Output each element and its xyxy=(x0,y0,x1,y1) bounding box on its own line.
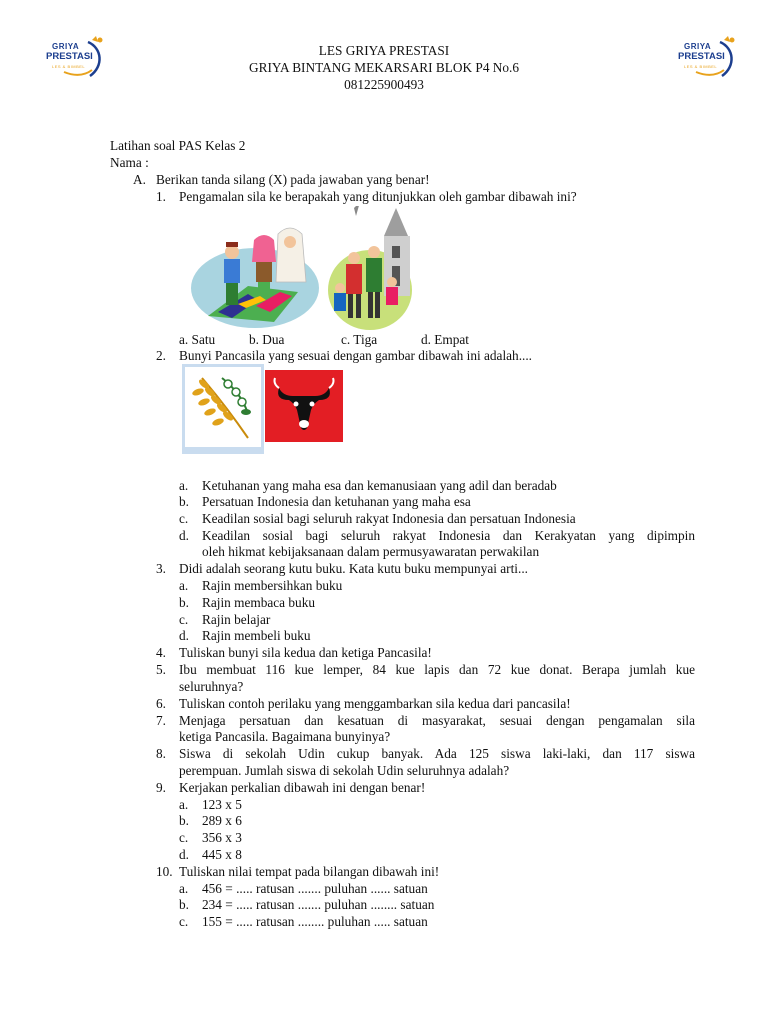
option-marker: b. xyxy=(179,813,189,828)
name-label: Nama : xyxy=(110,155,149,170)
question-number: 5. xyxy=(156,662,166,677)
option-marker: d. xyxy=(179,528,189,543)
option-marker: c. xyxy=(179,914,189,929)
question-text: Menjaga persatuan dan kesatuan di masyarakat, sesuai dengan pengamalan sila xyxy=(179,713,695,728)
option-marker: c. xyxy=(179,612,189,627)
option-marker: a. xyxy=(179,478,189,493)
question-text: Kerjakan perkalian dibawah ini dengan benar! xyxy=(179,780,426,795)
logo-text-griya: GRIYA xyxy=(52,42,80,51)
option-marker: b. xyxy=(179,897,189,912)
option-text: 289 x 6 xyxy=(202,813,242,828)
logo-text-prestasi: PRESTASI xyxy=(678,51,725,62)
option-text: 445 x 8 xyxy=(202,847,242,862)
option-text: Persatuan Indonesia dan ketuhanan yang maha esa xyxy=(202,494,471,509)
option-text: Rajin membeli buku xyxy=(202,628,311,643)
logo-text-prestasi: PRESTASI xyxy=(46,51,93,62)
option-marker: b. xyxy=(179,595,189,610)
option-text: 234 = ..... ratusan ....... puluhan ........ satuan xyxy=(202,897,435,912)
option-text: Rajin membaca buku xyxy=(202,595,315,610)
question-text: Bunyi Pancasila yang sesuai dengan gambar dibawah ini adalah.... xyxy=(179,348,533,363)
option-b: b. Dua xyxy=(249,332,285,347)
option-d: d. Empat xyxy=(421,332,470,347)
option-marker: c. xyxy=(179,830,189,845)
option-marker: a. xyxy=(179,578,189,593)
option-marker: d. xyxy=(179,628,189,643)
option-marker: d. xyxy=(179,847,189,862)
question-number: 3. xyxy=(156,561,166,576)
option-a: a. Satu xyxy=(179,332,216,347)
logo-text-tagline: LES & BIMBEL xyxy=(52,64,86,69)
option-text-continued: oleh hikmat kebijaksanaan dalam permusyawaratan perwakilan xyxy=(202,544,540,559)
option-text: Keadilan sosial bagi seluruh rakyat Indonesia dan Kerakyatan yang dipimpin xyxy=(202,528,695,543)
option-c: c. Tiga xyxy=(341,332,378,347)
question-number: 8. xyxy=(156,746,166,761)
question-number: 6. xyxy=(156,696,166,711)
question-text-continued: perempuan. Jumlah siswa di sekolah Udin seluruhnya adalah? xyxy=(179,763,510,778)
question-text: Pengamalan sila ke berapakah yang ditunjukkan oleh gambar dibawah ini? xyxy=(179,189,577,204)
question-number: 2. xyxy=(156,348,166,363)
option-marker: a. xyxy=(179,797,189,812)
illustration-church-family xyxy=(326,206,416,330)
question-number: 7. xyxy=(156,713,166,728)
bull-head-symbol-image xyxy=(265,370,343,442)
option-text: 155 = ..... ratusan ........ puluhan ..... satuan xyxy=(202,914,428,929)
section-instruction: Berikan tanda silang (X) pada jawaban yang benar! xyxy=(156,172,430,187)
question-number: 9. xyxy=(156,780,166,795)
rice-cotton-symbol-image xyxy=(182,364,264,454)
illustration-praying-family xyxy=(188,216,322,332)
logo-text-tagline: LES & BIMBEL xyxy=(684,64,718,69)
option-marker: b. xyxy=(179,494,189,509)
option-marker: a. xyxy=(179,881,189,896)
question-text: Tuliskan nilai tempat pada bilangan dibawah ini! xyxy=(179,864,440,879)
option-text: Ketuhanan yang maha esa dan kemanusiaan yang adil dan beradab xyxy=(202,478,557,493)
question-text-continued: seluruhnya? xyxy=(179,679,244,694)
worksheet-title: Latihan soal PAS Kelas 2 xyxy=(110,138,246,153)
question-number: 10. xyxy=(156,864,173,879)
question-text-continued: ketiga Pancasila. Bagaimana bunyinya? xyxy=(179,729,391,744)
option-text: Rajin membersihkan buku xyxy=(202,578,343,593)
question-number: 4. xyxy=(156,645,166,660)
header-line-1: LES GRIYA PRESTASI xyxy=(318,43,450,58)
option-text: 123 x 5 xyxy=(202,797,242,812)
question-text: Tuliskan contoh perilaku yang menggambarkan sila kedua dari pancasila! xyxy=(179,696,571,711)
section-marker: A. xyxy=(133,172,146,187)
question-text: Tuliskan bunyi sila kedua dan ketiga Pancasila! xyxy=(179,645,432,660)
option-text: 456 = ..... ratusan ....... puluhan ...... satuan xyxy=(202,881,428,896)
question-text: Didi adalah seorang kutu buku. Kata kutu buku mempunyai arti... xyxy=(179,561,528,576)
header-line-2: GRIYA BINTANG MEKARSARI BLOK P4 No.6 xyxy=(248,60,520,75)
logo-text-griya: GRIYA xyxy=(684,42,712,51)
option-text: Rajin belajar xyxy=(202,612,271,627)
question-text: Ibu membuat 116 kue lemper, 84 kue lapis dan 72 kue donat. Berapa jumlah kue xyxy=(179,662,695,677)
question-number: 1. xyxy=(156,189,166,204)
option-marker: c. xyxy=(179,511,189,526)
option-text: 356 x 3 xyxy=(202,830,242,845)
question-text: Siswa di sekolah Udin cukup banyak. Ada 125 siswa laki-laki, dan 117 siswa xyxy=(179,746,695,761)
header-line-3: 081225900493 xyxy=(344,77,424,92)
option-text: Keadilan sosial bagi seluruh rakyat Indonesia dan persatuan Indonesia xyxy=(202,511,576,526)
